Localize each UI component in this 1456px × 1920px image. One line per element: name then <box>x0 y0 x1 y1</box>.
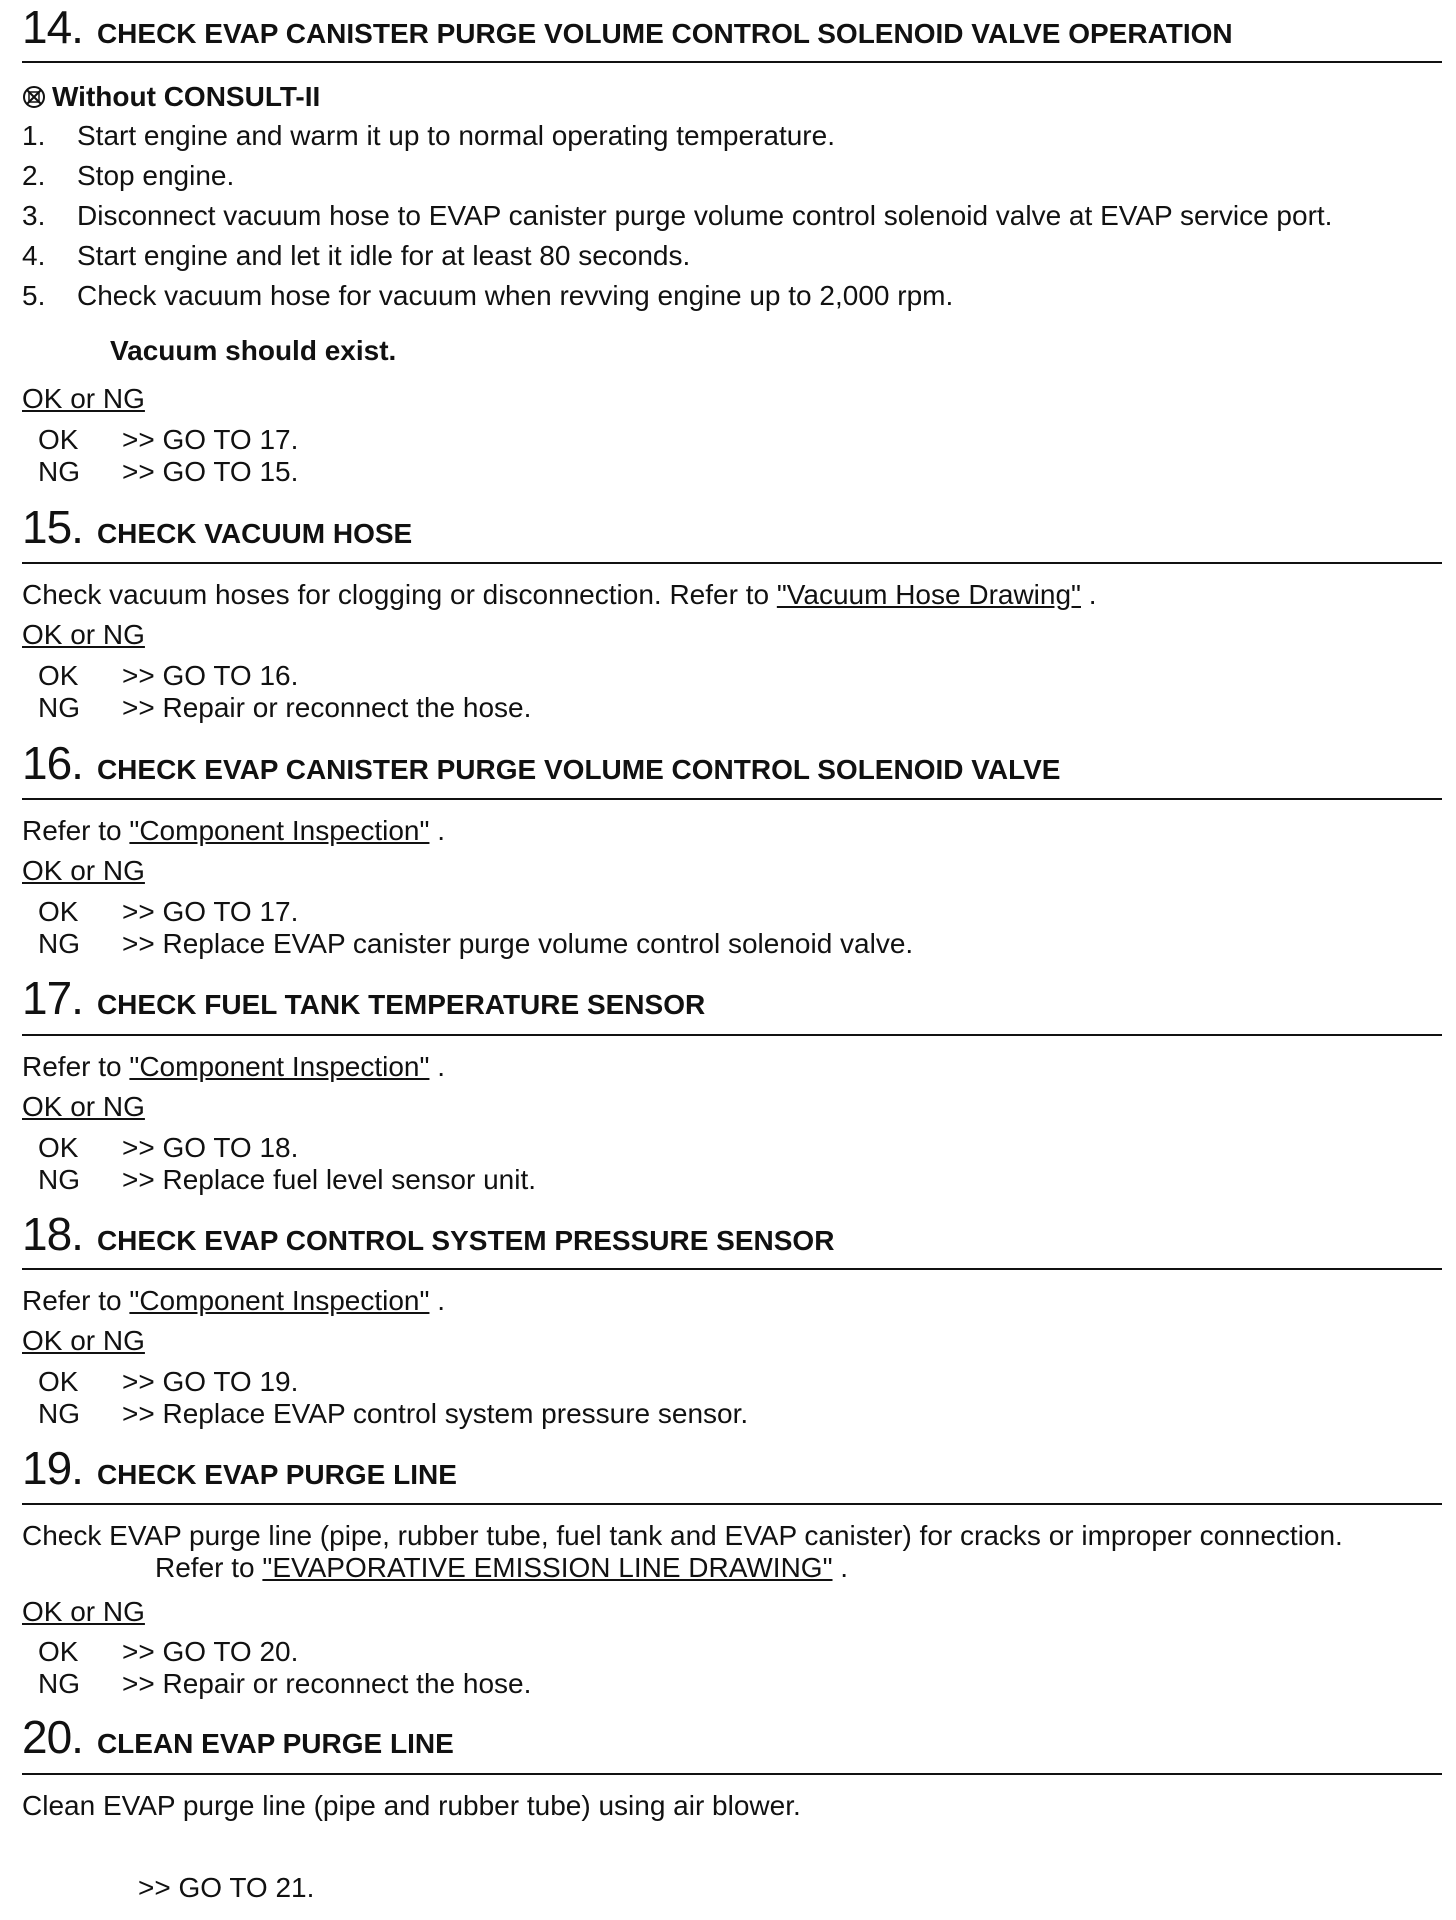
section-15 <box>22 501 1442 724</box>
spec-text: Vacuum should exist. <box>110 335 397 366</box>
section-number: 17. <box>22 972 83 1024</box>
ok-key: OK <box>38 1636 79 1667</box>
section-number: 19. <box>22 1442 83 1494</box>
section-title: CHECK FUEL TANK TEMPERATURE SENSOR <box>96 989 706 1020</box>
section-header <box>22 972 1442 1024</box>
ok-or-ng-label: OK or NG <box>22 619 145 650</box>
body-suffix: . <box>832 1552 849 1583</box>
step-5 <box>22 279 953 313</box>
ok-action: >> GO TO 16. <box>122 660 299 691</box>
section-divider <box>22 1034 1442 1036</box>
step-3 <box>22 199 1332 233</box>
ok-result <box>22 1636 298 1668</box>
ok-action: >> GO TO 19. <box>122 1366 299 1397</box>
body-text: Refer to <box>22 1285 130 1316</box>
ng-action: >> Repair or reconnect the hose. <box>122 1668 532 1699</box>
step-number: 1. <box>22 120 46 151</box>
step-1 <box>22 119 835 153</box>
ok-result <box>22 660 298 692</box>
step-4 <box>22 239 690 273</box>
section-number: 16. <box>22 737 83 789</box>
evaporative-emission-line-drawing-link[interactable]: "EVAPORATIVE EMISSION LINE DRAWING" <box>262 1552 833 1583</box>
section-title: CHECK EVAP CANISTER PURGE VOLUME CONTROL SOLENOID VALVE <box>96 754 1061 785</box>
step-text: Stop engine. <box>77 160 235 191</box>
body-suffix: . <box>429 815 446 846</box>
section-number: 15. <box>22 501 83 553</box>
step-number: 2. <box>22 160 46 191</box>
section-title: CHECK EVAP CANISTER PURGE VOLUME CONTROL SOLENOID VALVE OPERATION <box>96 18 1233 49</box>
step-2 <box>22 159 234 193</box>
ok-or-ng-label: OK or NG <box>22 855 145 886</box>
ok-key: OK <box>38 1132 79 1163</box>
section-20 <box>22 1711 1442 1914</box>
section-divider <box>22 1268 1442 1270</box>
body-text: Refer to <box>155 1552 263 1583</box>
body-text: Refer to <box>22 815 130 846</box>
body-text: Refer to <box>22 1051 130 1082</box>
section-title: CHECK VACUUM HOSE <box>96 518 413 549</box>
section-header <box>22 1 1442 53</box>
section-body-line-2 <box>155 1551 848 1585</box>
section-divider <box>22 562 1442 564</box>
section-header <box>22 1442 1442 1494</box>
body-text: Check vacuum hoses for clogging or disconnection. Refer to <box>22 579 777 610</box>
section-number: 18. <box>22 1208 83 1260</box>
ng-action: >> GO TO 15. <box>122 456 299 487</box>
ng-result <box>22 456 298 488</box>
body-suffix: . <box>1081 579 1097 610</box>
ok-result <box>22 1366 298 1398</box>
body-suffix: . <box>429 1285 446 1316</box>
step-text: Check vacuum hose for vacuum when revving engine up to 2,000 rpm. <box>77 280 954 311</box>
section-number: 14. <box>22 1 83 53</box>
ok-key: OK <box>38 896 79 927</box>
ng-result <box>22 928 913 960</box>
ng-action: >> Repair or reconnect the hose. <box>122 692 532 723</box>
ng-key: NG <box>38 692 80 723</box>
ng-result <box>22 1398 748 1430</box>
section-body <box>22 814 445 848</box>
mode-label-row <box>22 80 320 114</box>
section-divider <box>22 798 1442 800</box>
section-18 <box>22 1208 1442 1431</box>
next-action: >> GO TO 21. <box>138 1872 315 1903</box>
ok-action: >> GO TO 17. <box>122 896 299 927</box>
section-14 <box>22 1 1442 487</box>
ok-or-ng-label: OK or NG <box>22 1596 145 1627</box>
ng-action: >> Replace EVAP control system pressure sensor. <box>122 1398 749 1429</box>
section-title: CLEAN EVAP PURGE LINE <box>96 1728 454 1759</box>
ng-key: NG <box>38 1668 80 1699</box>
ng-key: NG <box>38 1164 80 1195</box>
body-suffix: . <box>429 1051 446 1082</box>
section-19 <box>22 1442 1442 1700</box>
ok-key: OK <box>38 1366 79 1397</box>
section-divider <box>22 1503 1442 1505</box>
ok-or-ng-label: OK or NG <box>22 383 145 414</box>
ng-key: NG <box>38 1398 80 1429</box>
section-body: Clean EVAP purge line (pipe and rubber tube) using air blower. <box>22 1790 801 1821</box>
section-body <box>22 1050 445 1084</box>
ok-key: OK <box>38 660 79 691</box>
ng-result <box>22 1668 531 1700</box>
ok-action: >> GO TO 17. <box>122 424 299 455</box>
ng-key: NG <box>38 456 80 487</box>
ok-result <box>22 896 298 928</box>
section-number: 20. <box>22 1711 83 1763</box>
section-title: CHECK EVAP CONTROL SYSTEM PRESSURE SENSOR <box>96 1225 835 1256</box>
ok-or-ng-label: OK or NG <box>22 1325 145 1356</box>
section-divider <box>22 61 1442 63</box>
component-inspection-link[interactable]: "Component Inspection" <box>129 1051 430 1082</box>
section-body <box>22 578 1097 612</box>
consult-off-icon <box>22 85 46 109</box>
ng-action: >> Replace EVAP canister purge volume control solenoid valve. <box>122 928 914 959</box>
step-text: Disconnect vacuum hose to EVAP canister purge volume control solenoid valve at EVAP service port. <box>77 200 1333 231</box>
section-header <box>22 737 1442 789</box>
ng-result <box>22 692 531 724</box>
step-number: 3. <box>22 200 46 231</box>
section-header <box>22 501 1442 553</box>
vacuum-hose-drawing-link[interactable]: "Vacuum Hose Drawing" <box>776 579 1081 610</box>
ng-result <box>22 1164 536 1196</box>
section-header <box>22 1208 1442 1260</box>
ok-or-ng-label: OK or NG <box>22 1091 145 1122</box>
section-title: CHECK EVAP PURGE LINE <box>96 1459 457 1490</box>
ng-key: NG <box>38 928 80 959</box>
ok-action: >> GO TO 20. <box>122 1636 299 1667</box>
section-body <box>22 1284 445 1318</box>
section-divider <box>22 1773 1442 1775</box>
section-header <box>22 1711 1442 1763</box>
mode-label: Without CONSULT-II <box>52 81 321 112</box>
section-17 <box>22 972 1442 1195</box>
ok-result <box>22 424 298 456</box>
section-16 <box>22 737 1442 960</box>
step-number: 4. <box>22 240 46 271</box>
component-inspection-link[interactable]: "Component Inspection" <box>129 1285 430 1316</box>
section-body-line-1: Check EVAP purge line (pipe, rubber tube, fuel tank and EVAP canister) for cracks or improper connection. <box>22 1520 1343 1551</box>
step-text: Start engine and let it idle for at least 80 seconds. <box>77 240 691 271</box>
ok-action: >> GO TO 18. <box>122 1132 299 1163</box>
step-text: Start engine and warm it up to normal operating temperature. <box>77 120 835 151</box>
step-number: 5. <box>22 280 46 311</box>
ok-result <box>22 1132 298 1164</box>
ng-action: >> Replace fuel level sensor unit. <box>122 1164 537 1195</box>
ok-key: OK <box>38 424 79 455</box>
component-inspection-link[interactable]: "Component Inspection" <box>129 815 430 846</box>
